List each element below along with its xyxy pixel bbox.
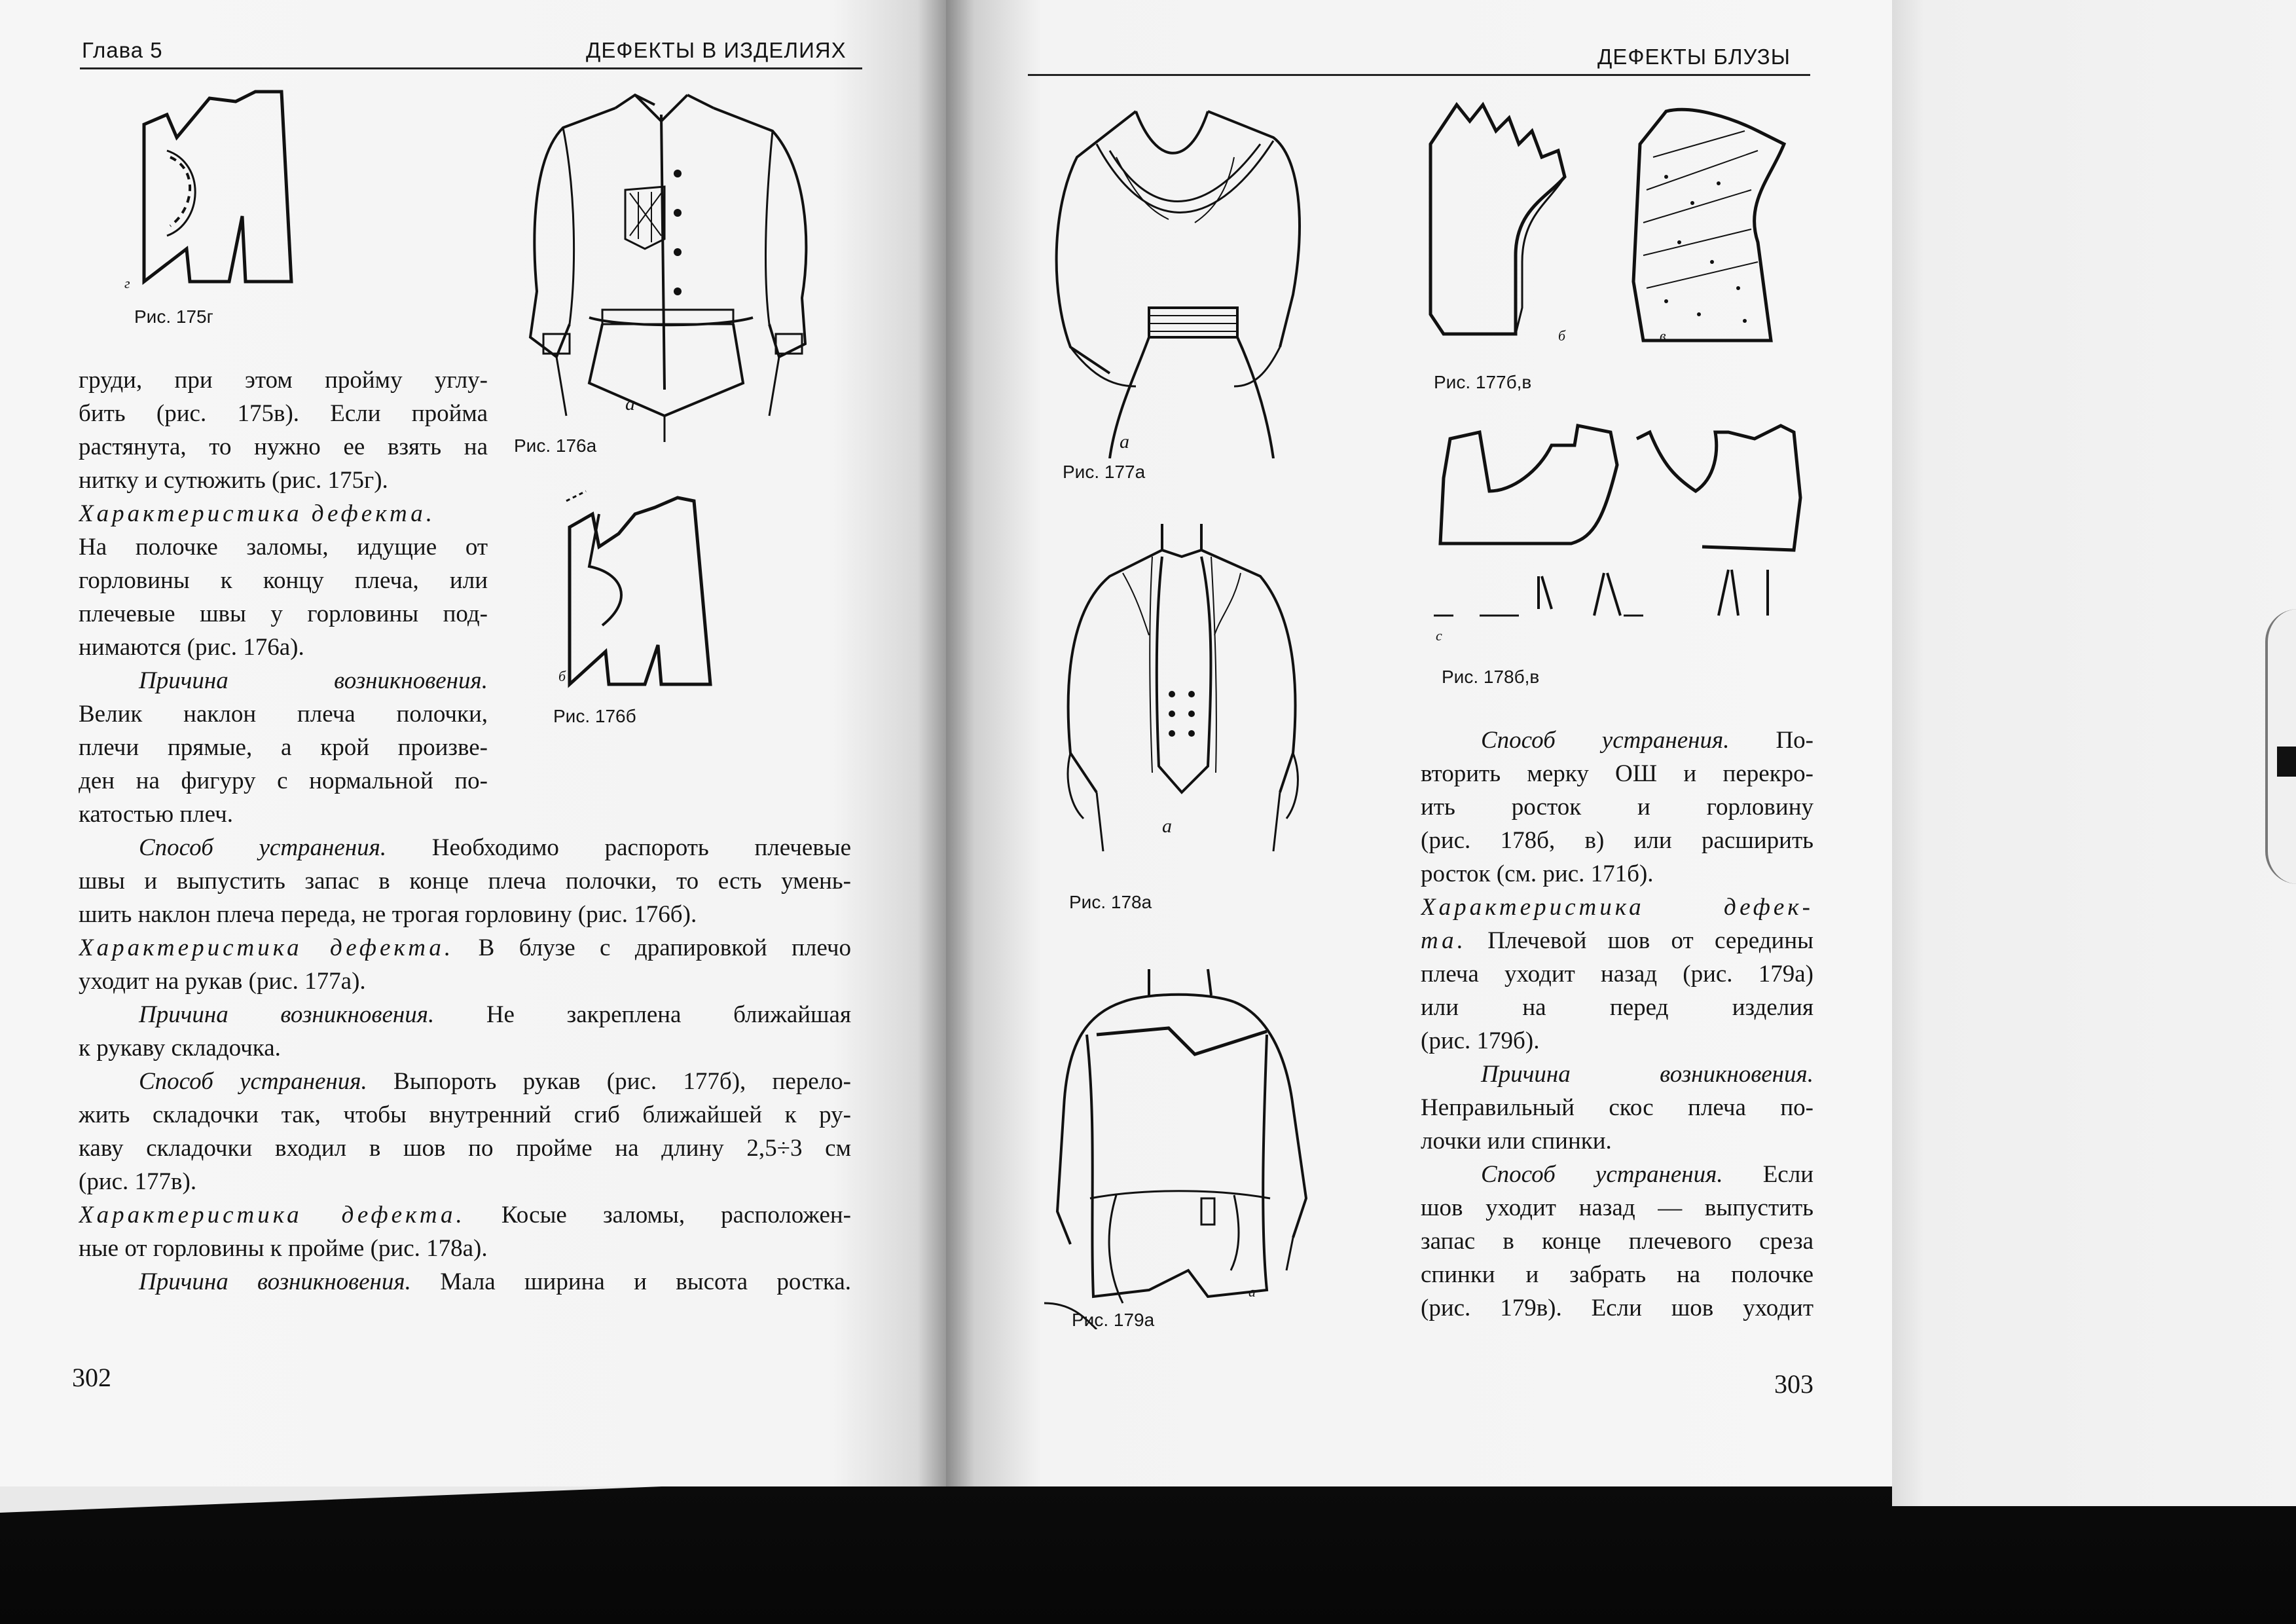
text-line	[1421, 1091, 1813, 1124]
text-line	[1421, 1158, 1813, 1191]
line-text: вторить мерку ОШ и перекро-	[1421, 760, 1813, 787]
line-text: швы и выпустить запас в конце плеча полочки, то есть умень-	[79, 868, 851, 895]
fig177v-letter: в	[1660, 327, 1666, 344]
fig178a-letter: а	[1162, 815, 1172, 837]
blouse-drawing	[1044, 517, 1339, 858]
text-line	[79, 965, 851, 998]
line-text: ить росток и горловину	[1421, 794, 1813, 821]
text-line	[79, 831, 851, 864]
text-line	[79, 998, 851, 1031]
line-text: каву складочки входил в шов по пройме на длину 2,5÷3 см	[79, 1135, 851, 1162]
text-line	[1421, 1225, 1813, 1258]
figure-179a	[1044, 963, 1326, 1329]
paragraph-label: Способ устранения.	[139, 1068, 367, 1095]
pattern-drawing	[1427, 419, 1813, 642]
fig179a-caption: Рис. 179а	[1072, 1310, 1155, 1330]
figure-178a	[1044, 517, 1339, 858]
right-column	[1421, 724, 1813, 1325]
paragraph-label: Характеристика дефекта.	[79, 1202, 465, 1228]
text-line	[1421, 924, 1813, 957]
left-page	[0, 0, 946, 1486]
paragraph-label: Причина возникновения.	[1481, 1061, 1813, 1088]
text-line	[79, 1031, 851, 1065]
text-line	[1421, 1291, 1813, 1325]
text-line: бить (рис. 175в). Если пройма	[79, 400, 488, 427]
pattern-drawing	[563, 488, 717, 697]
text-line	[1421, 857, 1813, 891]
fig176a-letter: а	[625, 393, 635, 415]
text-line	[1421, 1191, 1813, 1225]
fig176b-caption: Рис. 176б	[553, 706, 636, 726]
text-line: нимаются (рис. 176а).	[79, 634, 304, 661]
text-line	[1421, 1258, 1813, 1291]
page-number-right: 303	[1774, 1369, 1813, 1399]
pattern-drawing	[131, 85, 301, 301]
text-line	[79, 1132, 851, 1165]
defect-characteristic-label: Характеристика дефекта.	[79, 500, 435, 527]
text-line	[79, 1198, 851, 1232]
text-line	[1421, 957, 1813, 991]
fig177bv-caption: Рис. 177б,в	[1434, 372, 1532, 392]
line-text: лочки или спинки.	[1421, 1128, 1612, 1154]
line-text: шов уходит назад — выпустить	[1421, 1194, 1813, 1221]
text-line	[79, 864, 851, 898]
pattern-drawing	[1417, 92, 1810, 367]
header-rule-right	[1028, 74, 1810, 76]
text-line: нитку и сутюжить (рис. 175г).	[79, 467, 388, 494]
line-text: запас в конце плечевого среза	[1421, 1228, 1813, 1255]
fig175g-letter: г	[124, 275, 130, 291]
paragraph-label: Причина возникновения.	[139, 1001, 435, 1028]
line-text: росток (см. рис. 171б).	[1421, 860, 1654, 887]
fig177a-caption: Рис. 177а	[1063, 462, 1146, 482]
paragraph-label: Причина возникновения.	[139, 1268, 411, 1295]
line-text: Косые заломы, расположен-	[465, 1202, 851, 1228]
fig178a-caption: Рис. 178а	[1069, 892, 1152, 912]
line-text: (рис. 179б).	[1421, 1027, 1540, 1054]
text-line: На полочке заломы, идущие от	[79, 534, 488, 561]
figure-175g	[131, 85, 301, 301]
fig175g-caption: Рис. 175г	[134, 306, 213, 327]
text-line	[79, 931, 851, 965]
line-text: шить наклон плеча переда, не трогая горловину (рис. 176б).	[79, 901, 697, 928]
line-text: Необходимо распороть плечевые	[386, 834, 851, 861]
fig179a-letter: а	[1248, 1283, 1256, 1300]
text-line	[79, 1065, 851, 1098]
blouse-drawing	[1038, 98, 1352, 458]
line-text: Если	[1722, 1161, 1813, 1188]
fig178-letter: с	[1436, 627, 1442, 644]
figure-177bv	[1417, 92, 1810, 367]
left-wide-column	[79, 831, 851, 1299]
line-text: Не закреплена ближайшая	[434, 1001, 851, 1028]
paragraph-label: Характеристика дефек-	[1421, 894, 1813, 921]
text-line	[79, 1232, 851, 1265]
line-text: Выпороть рукав (рис. 177б), перело-	[367, 1068, 851, 1095]
fig176b-letter: б	[558, 668, 566, 684]
text-line	[79, 1098, 851, 1132]
line-text: жить складочки так, чтобы внутренний сгиб ближайшей к ру-	[79, 1101, 851, 1128]
running-head-left: ДЕФЕКТЫ В ИЗДЕЛИЯХ	[586, 38, 847, 62]
text-line	[1421, 991, 1813, 1024]
text-line	[79, 1165, 851, 1198]
fig178bv-caption: Рис. 178б,в	[1442, 667, 1540, 687]
figure-176a	[504, 75, 838, 442]
text-line	[1421, 1058, 1813, 1091]
running-head-right: ДЕФЕКТЫ БЛУЗЫ	[1597, 45, 1791, 69]
paragraph-label: Способ устранения.	[1481, 727, 1730, 754]
chapter-label: Глава 5	[82, 38, 163, 62]
blouse-drawing	[504, 75, 838, 442]
left-narrow-column	[79, 363, 488, 831]
line-text: Мала ширина и высота ростка.	[410, 1268, 851, 1295]
line-text: спинки и забрать на полочке	[1421, 1261, 1813, 1288]
figure-178bv	[1427, 419, 1813, 642]
text-line	[1421, 891, 1813, 924]
text-line: катостью плеч.	[79, 801, 233, 828]
line-text: (рис. 179в). Если шов уходит	[1421, 1295, 1813, 1321]
text-line: Велик наклон плеча полочки,	[79, 701, 488, 728]
text-line	[1421, 1124, 1813, 1158]
line-text: уходит на рукав (рис. 177а).	[79, 968, 366, 995]
line-text: Неправильный скос плеча по-	[1421, 1094, 1813, 1121]
line-text: (рис. 178б, в) или расширить	[1421, 827, 1813, 854]
text-line: горловины к концу плеча, или	[79, 567, 488, 594]
page-number-left: 302	[72, 1363, 111, 1392]
right-page	[946, 0, 1892, 1486]
paragraph-label: Характеристика дефекта.	[79, 934, 454, 961]
paragraph-label: та.	[1421, 927, 1467, 954]
line-text: к рукаву складочка.	[79, 1035, 281, 1061]
text-line: ден на фигуру с нормальной по-	[79, 767, 488, 794]
fig177a-letter: а	[1120, 431, 1129, 452]
tab-mark	[2277, 747, 2296, 777]
text-line: плечи прямые, а крой произве-	[79, 734, 488, 761]
line-text: В блузе с драпировкой плечо	[454, 934, 851, 961]
fig177b-letter: б	[1558, 327, 1566, 344]
line-text: Плечевой шов от середины	[1466, 927, 1813, 954]
cause-label: Причина возникновения.	[139, 667, 488, 694]
text-line	[1421, 1024, 1813, 1058]
text-line	[79, 1265, 851, 1299]
line-text: плеча уходит назад (рис. 179а)	[1421, 961, 1813, 987]
text-line	[1421, 757, 1813, 790]
figure-177a	[1038, 98, 1352, 458]
text-line	[79, 898, 851, 931]
text-line	[1421, 724, 1813, 757]
paragraph-label: Способ устранения.	[1481, 1161, 1723, 1188]
text-line	[1421, 790, 1813, 824]
text-line: груди, при этом пройму углу-	[79, 367, 488, 394]
line-text: По-	[1729, 727, 1813, 754]
text-line	[1421, 824, 1813, 857]
header-rule-left	[80, 67, 862, 69]
figure-176b	[563, 488, 717, 697]
text-line: растянута, то нужно ее взять на	[79, 434, 488, 460]
blouse-drawing	[1044, 963, 1326, 1329]
line-text: или на перед изделия	[1421, 994, 1813, 1021]
text-line: плечевые швы у горловины под-	[79, 600, 488, 627]
page-edge	[1892, 0, 2296, 1506]
line-text: (рис. 177в).	[79, 1168, 197, 1195]
fig176a-caption: Рис. 176а	[514, 435, 597, 456]
line-text: ные от горловины к пройме (рис. 178а).	[79, 1235, 488, 1262]
paragraph-label: Способ устранения.	[139, 834, 387, 861]
